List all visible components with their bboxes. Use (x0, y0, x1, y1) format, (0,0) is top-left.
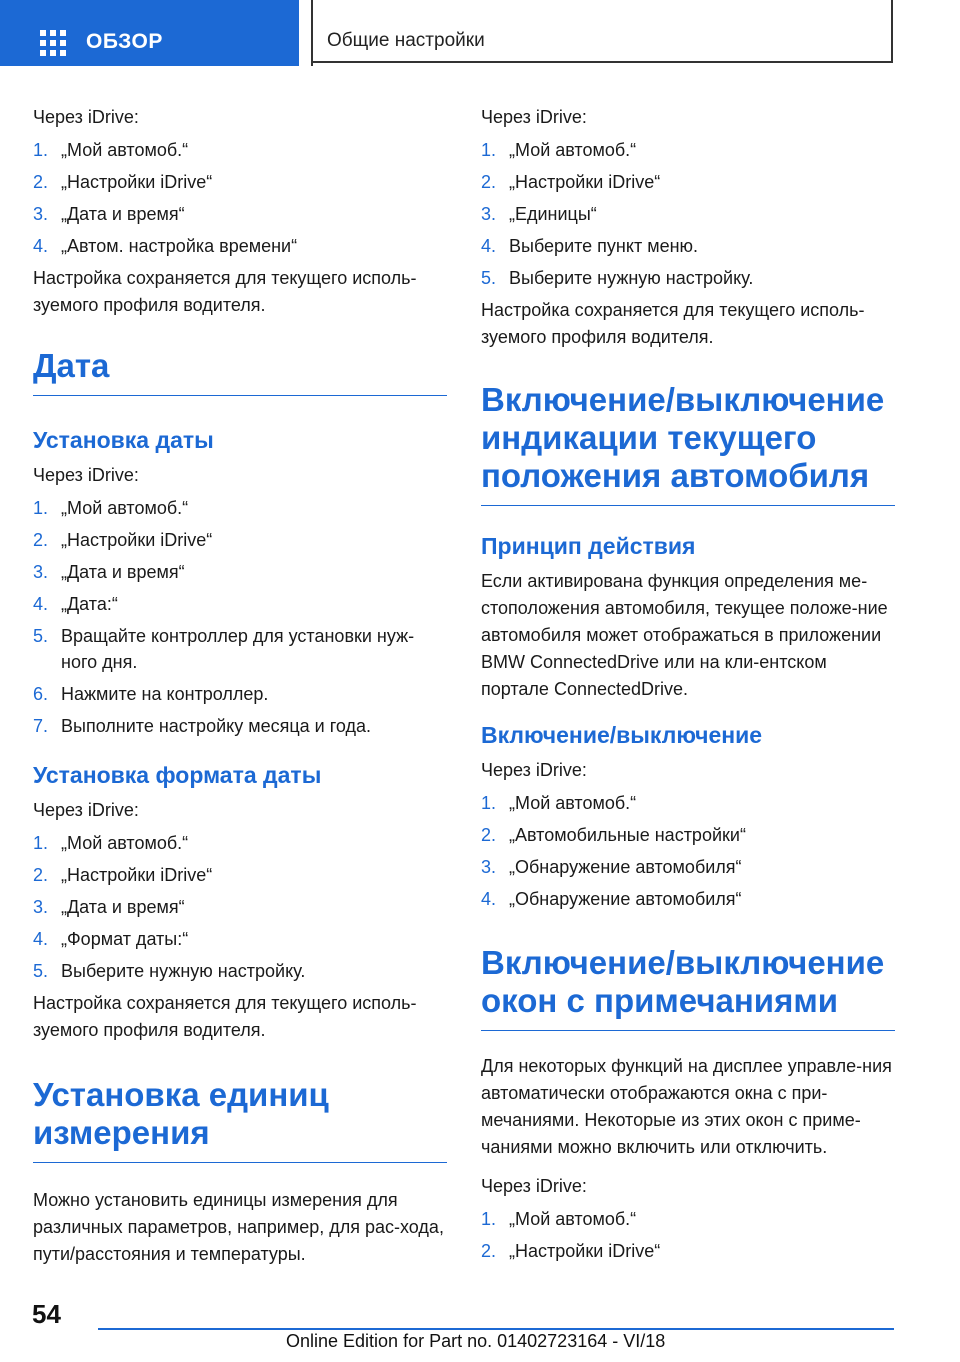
step-text: „Мой автомоб.“ (509, 140, 637, 160)
step-item (481, 822, 895, 848)
step-text: „Формат даты:“ (61, 929, 189, 949)
step-number: 3. (33, 897, 49, 917)
hints-text: Для некоторых функций на дисплее управле-ния автоматически отображаются окна с при-мечаниями. Некоторые из этих окон с приме-чаниями можно включить или отключить. (481, 1056, 892, 1157)
step-number: 3. (481, 857, 497, 877)
time-steps (33, 137, 447, 259)
step-number: 2. (33, 530, 49, 550)
step-item (33, 591, 447, 617)
step-item (33, 830, 447, 856)
step-item (481, 233, 895, 259)
step-item (33, 958, 447, 984)
step-item (481, 1206, 895, 1232)
step-text: „Обнаружение автомобиля“ (509, 889, 742, 909)
step-text: Выберите пункт меню. (509, 236, 699, 256)
step-item (33, 527, 447, 553)
section-title: Общие настройки (327, 30, 485, 51)
step-number: 2. (33, 172, 49, 192)
principle-text: Если активирована функция определения ме-стоположения автомобиля, текущее положе-ние автомобиля может отображаться в приложении BMW ConnectedDrive или на кли-ентском портале ConnectedDrive. (481, 571, 888, 699)
units-text: Можно установить единицы измерения для различных параметров, например, для рас-хода, пути/расстояния и температуры. (33, 1190, 444, 1264)
step-item (481, 137, 895, 163)
step-item (33, 137, 447, 163)
step-item (481, 169, 895, 195)
time-note: Настройка сохраняется для текущего исполь-зуемого профиля водителя. (33, 268, 417, 315)
step-text: Выполните настройку месяца и года. (61, 716, 372, 736)
step-item (481, 790, 895, 816)
step-number: 5. (481, 268, 497, 288)
step-text: „Настройки iDrive“ (61, 530, 213, 550)
step-text: Выберите нужную настройку. (61, 961, 306, 981)
step-number: 7. (33, 716, 49, 736)
step-text: „Настройки iDrive“ (61, 865, 213, 885)
date-format-heading: Установка формата даты (33, 762, 322, 788)
step-text: „Дата и время“ (61, 897, 185, 917)
step-text: „Автом. настройка времени“ (61, 236, 298, 256)
step-number: 1. (33, 833, 49, 853)
step-number: 6. (33, 684, 49, 704)
step-item (33, 623, 447, 675)
footer-rule (98, 1328, 894, 1330)
step-number: 4. (481, 889, 497, 909)
step-item (33, 559, 447, 585)
step-item (33, 862, 447, 888)
units-note: Настройка сохраняется для текущего исполь-зуемого профиля водителя. (481, 300, 865, 347)
step-number: 3. (481, 204, 497, 224)
step-number: 5. (33, 961, 49, 981)
date-format-intro: Через iDrive: (33, 800, 139, 820)
step-item (33, 713, 447, 739)
page-number: 54 (32, 1299, 61, 1329)
step-number: 4. (33, 236, 49, 256)
set-date-intro: Через iDrive: (33, 465, 139, 485)
step-item (481, 201, 895, 227)
hints-heading: Включение/выключение окон с примечаниями (481, 944, 895, 1031)
step-number: 1. (481, 1209, 497, 1229)
step-number: 4. (33, 594, 49, 614)
step-number: 1. (33, 498, 49, 518)
date-format-note: Настройка сохраняется для текущего исполь-зуемого профиля водителя. (33, 993, 417, 1040)
hints-steps (481, 1206, 895, 1264)
step-text: „Дата:“ (61, 594, 118, 614)
units-heading: Установка единиц измерения (33, 1076, 447, 1163)
step-text: Вращайте контроллер для установки нуж-ного дня. (61, 626, 415, 672)
step-number: 3. (33, 204, 49, 224)
step-number: 3. (33, 562, 49, 582)
step-text: „Мой автомоб.“ (61, 140, 189, 160)
step-text: „Дата и время“ (61, 562, 185, 582)
step-number: 1. (481, 140, 497, 160)
edition-footer: Online Edition for Part no. 01402723164 - VI/18 (286, 1331, 666, 1351)
step-text: „Мой автомоб.“ (61, 833, 189, 853)
overview-nav-label: ОБЗОР (86, 30, 163, 53)
step-item (33, 169, 447, 195)
step-item (33, 894, 447, 920)
principle-heading: Принцип действия (481, 533, 696, 559)
right-column (481, 104, 895, 1270)
section-title-box (311, 0, 893, 63)
step-text: Нажмите на контроллер. (61, 684, 269, 704)
set-date-heading: Установка даты (33, 427, 214, 453)
date-format-steps (33, 830, 447, 984)
step-item (33, 926, 447, 952)
step-item (481, 265, 895, 291)
step-item (33, 201, 447, 227)
step-item (33, 233, 447, 259)
time-intro: Через iDrive: (33, 107, 139, 127)
step-number: 4. (481, 236, 497, 256)
units-steps (481, 137, 895, 291)
set-date-steps (33, 495, 447, 739)
step-text: „Обнаружение автомобиля“ (509, 857, 742, 877)
onoff-steps (481, 790, 895, 912)
position-heading: Включение/выключение индикации текущего положения автомобиля (481, 381, 895, 506)
step-number: 5. (33, 626, 49, 646)
grid-menu-icon (40, 30, 66, 52)
hints-intro: Через iDrive: (481, 1176, 587, 1196)
step-text: „Мой автомоб.“ (509, 793, 637, 813)
step-number: 2. (481, 172, 497, 192)
step-item (481, 886, 895, 912)
step-item (481, 854, 895, 880)
step-text: „Настройки iDrive“ (61, 172, 213, 192)
step-number: 2. (481, 825, 497, 845)
step-item (33, 495, 447, 521)
step-text: „Настройки iDrive“ (509, 172, 661, 192)
units-intro: Через iDrive: (481, 107, 587, 127)
step-item (481, 1238, 895, 1264)
step-item (33, 681, 447, 707)
onoff-intro: Через iDrive: (481, 760, 587, 780)
step-number: 2. (481, 1241, 497, 1261)
left-column (33, 104, 447, 1280)
date-heading: Дата (33, 347, 447, 396)
step-number: 2. (33, 865, 49, 885)
step-number: 4. (33, 929, 49, 949)
step-text: „Единицы“ (509, 204, 597, 224)
step-text: Выберите нужную настройку. (509, 268, 754, 288)
step-text: „Дата и время“ (61, 204, 185, 224)
onoff-heading: Включение/выключение (481, 722, 763, 748)
step-number: 1. (481, 793, 497, 813)
step-text: „Автомобильные настройки“ (509, 825, 746, 845)
step-number: 1. (33, 140, 49, 160)
step-text: „Мой автомоб.“ (61, 498, 189, 518)
step-text: „Мой автомоб.“ (509, 1209, 637, 1229)
page-header (0, 0, 960, 66)
step-text: „Настройки iDrive“ (509, 1241, 661, 1261)
overview-nav-button[interactable] (0, 0, 299, 66)
